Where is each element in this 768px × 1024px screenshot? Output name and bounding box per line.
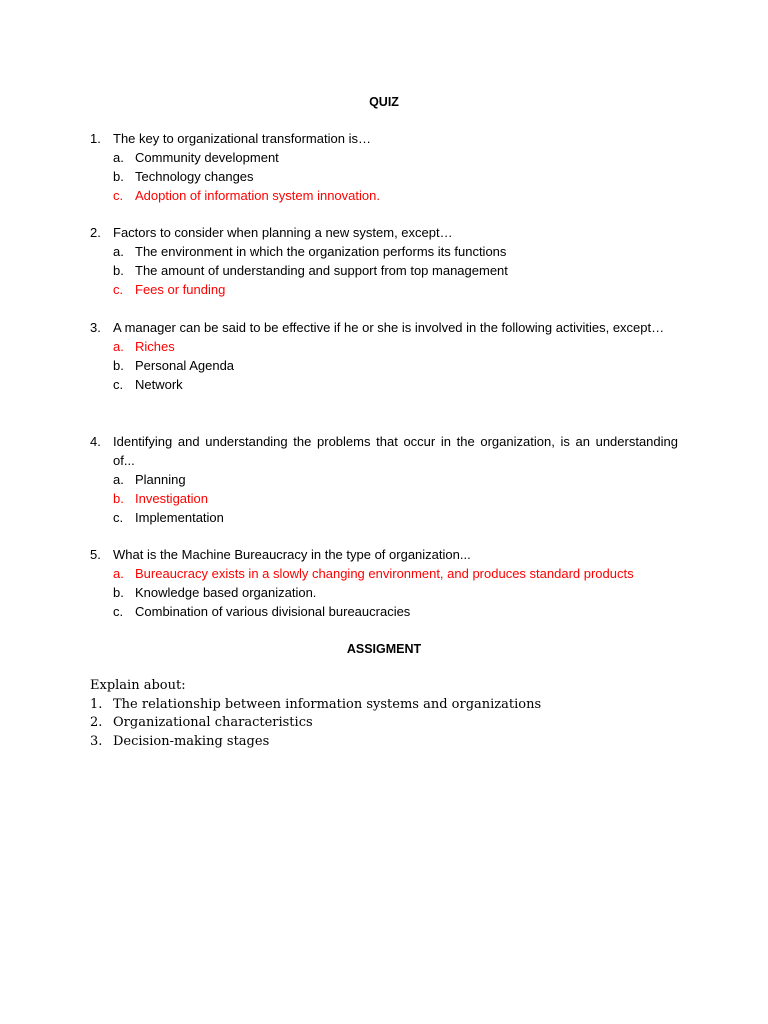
option-text: Technology changes [135, 169, 254, 184]
quiz-question-5 [90, 545, 678, 621]
answer-option [90, 375, 678, 394]
option-letter: b. [113, 169, 124, 184]
assignment-item-number: 2. [90, 715, 103, 730]
option-text: Adoption of information system innovation. [135, 188, 380, 203]
quiz-question-4 [90, 432, 678, 527]
question-number: 3. [90, 320, 101, 335]
assignment-item [90, 733, 678, 752]
answer-option [90, 508, 678, 527]
question-text: What is the Machine Bureaucracy in the type of organization... [113, 547, 471, 562]
option-text: Planning [135, 472, 186, 487]
quiz-title: QUIZ [369, 95, 399, 109]
answer-option [90, 261, 678, 280]
option-text: Bureaucracy exists in a slowly changing environment, and produces standard products [135, 566, 634, 581]
option-letter: b. [113, 263, 124, 278]
option-text: Personal Agenda [135, 358, 235, 373]
assignment-item-text: Organizational characteristics [113, 715, 313, 730]
question-number: 2. [90, 225, 101, 240]
answer-option-correct [90, 186, 678, 205]
answer-option [90, 167, 678, 186]
answer-option [90, 602, 678, 621]
assignment-intro: Explain about: [90, 678, 186, 693]
option-letter: a. [113, 566, 124, 581]
quiz-question-3 [90, 318, 678, 394]
answer-option [90, 583, 678, 602]
answer-option [90, 470, 678, 489]
answer-option [90, 356, 678, 375]
option-text: The environment in which the organization performs its functions [135, 244, 507, 259]
option-text: Community development [135, 150, 279, 165]
option-letter: c. [113, 188, 124, 203]
option-text: The amount of understanding and support from top management [135, 263, 508, 278]
question-text: The key to organizational transformation is… [113, 131, 371, 146]
option-letter: c. [113, 282, 124, 297]
question-text: Identifying and understanding the problems that occur in the organization, is an understanding of... [113, 434, 678, 468]
option-text: Investigation [135, 491, 208, 506]
answer-option-correct [90, 564, 678, 583]
option-letter: b. [113, 491, 124, 506]
question-number: 4. [90, 434, 101, 449]
question-text: A manager can be said to be effective if he or she is involved in the following activities, except… [113, 320, 665, 335]
option-text: Network [135, 377, 183, 392]
option-letter: a. [113, 339, 124, 354]
option-letter: a. [113, 150, 124, 165]
quiz-question-1 [90, 129, 678, 205]
assignment-item-text: The relationship between information systems and organizations [113, 696, 542, 712]
option-letter: b. [113, 358, 124, 373]
assignment-section [90, 677, 678, 751]
quiz-question-2 [90, 223, 678, 299]
assignment-item-number: 3. [90, 733, 103, 749]
option-letter: c. [113, 377, 124, 392]
option-text: Fees or funding [135, 282, 226, 297]
answer-option [90, 148, 678, 167]
answer-option-correct [90, 489, 678, 508]
question-number: 1. [90, 131, 101, 146]
option-text: Combination of various divisional bureaucracies [135, 604, 411, 619]
option-letter: c. [113, 510, 124, 525]
option-text: Riches [135, 339, 175, 354]
question-number: 5. [90, 547, 101, 562]
answer-option-correct [90, 280, 678, 299]
question-text: Factors to consider when planning a new system, except… [113, 225, 453, 240]
option-text: Knowledge based organization. [135, 585, 317, 600]
assignment-title: ASSIGMENT [346, 642, 422, 656]
answer-option [90, 242, 678, 261]
answer-option-correct [90, 337, 678, 356]
option-letter: a. [113, 244, 124, 259]
assignment-item-number: 1. [90, 696, 103, 712]
assignment-item [90, 696, 678, 715]
option-letter: c. [113, 604, 124, 619]
option-letter: b. [113, 585, 124, 600]
option-letter: a. [113, 472, 124, 487]
option-text: Implementation [135, 510, 224, 525]
assignment-item-text: Decision-making stages [113, 733, 270, 749]
assignment-item [90, 714, 678, 733]
